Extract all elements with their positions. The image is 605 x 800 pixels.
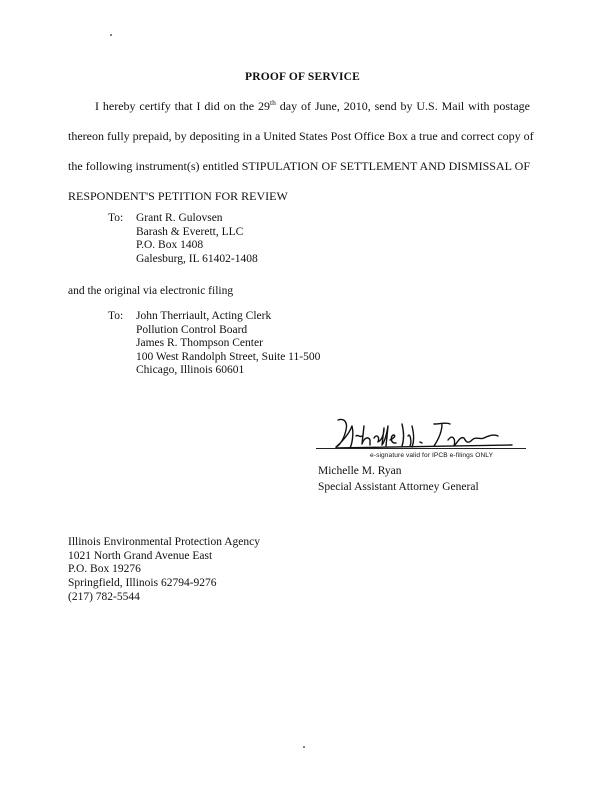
recipient-2-line: 100 West Randolph Street, Suite 11-500	[136, 350, 321, 363]
recipient-2-line: Pollution Control Board	[136, 323, 248, 336]
agency-line: Springfield, Illinois 62794-9276	[68, 577, 217, 590]
esignature-note: e-signature valid for IPCB e-filings ONLY	[370, 452, 494, 459]
recipient-2-line: Chicago, Illinois 60601	[136, 364, 245, 377]
recipient-1-line: P.O. Box 1408	[136, 239, 204, 252]
paragraph-line-1	[95, 99, 530, 113]
page-title: PROOF OF SERVICE	[244, 71, 361, 83]
recipient-1-line: Barash & Everett, LLC	[136, 225, 244, 238]
original-filing-note: and the original via electronic filing	[68, 285, 234, 297]
paragraph-line-4: RESPONDENT'S PETITION FOR REVIEW	[68, 189, 288, 203]
signer-title: Special Assistant Attorney General	[318, 480, 479, 493]
paragraph-line-1-end: day of June, 2010, send by U.S. Mail with postage	[275, 99, 530, 113]
scan-speck	[303, 746, 305, 748]
ordinal-suffix: th	[270, 98, 276, 107]
recipient-1-label: To:	[108, 212, 124, 224]
agency-line: (217) 782-5544	[68, 590, 140, 603]
paragraph-line-2: thereon fully prepaid, by depositing in a United States Post Office Box a true and correct copy of	[68, 129, 534, 143]
signer-name: Michelle M. Ryan	[318, 465, 402, 477]
recipient-1-address	[136, 212, 258, 266]
paragraph-line-1-start: I hereby certify that I did on the 29	[95, 99, 271, 113]
recipient-2-label: To:	[108, 310, 124, 322]
recipient-2-line: John Therriault, Acting Clerk	[136, 310, 272, 322]
recipient-2-address	[136, 310, 320, 378]
signer-block	[318, 464, 479, 495]
agency-line: Illinois Environmental Protection Agency	[68, 536, 260, 548]
paragraph-line-3: the following instrument(s) entitled STIPULATION OF SETTLEMENT AND DISMISSAL OF	[68, 159, 530, 173]
scan-speck	[110, 34, 112, 36]
recipient-2-line: James R. Thompson Center	[136, 337, 263, 350]
recipient-1-line: Galesburg, IL 61402-1408	[136, 252, 258, 265]
agency-line: 1021 North Grand Avenue East	[68, 549, 213, 562]
signature-line	[316, 448, 526, 449]
agency-line: P.O. Box 19276	[68, 563, 141, 576]
agency-address	[68, 536, 260, 605]
recipient-1-line: Grant R. Gulovsen	[136, 212, 223, 224]
